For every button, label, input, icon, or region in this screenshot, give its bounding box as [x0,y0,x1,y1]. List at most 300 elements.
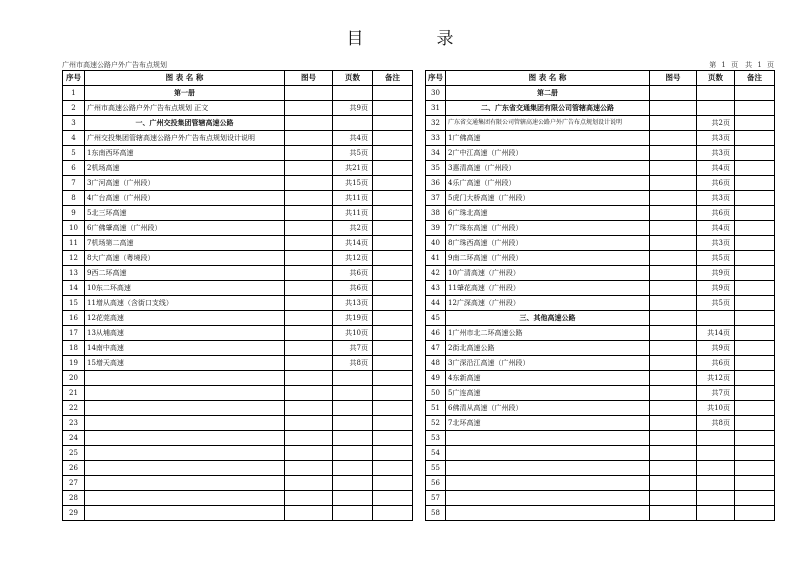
drawing-name [85,491,285,506]
remarks [735,401,775,416]
figure-number [285,356,333,371]
remarks [373,401,413,416]
drawing-name [85,506,285,521]
figure-number [285,281,333,296]
figure-number [650,251,697,266]
toc-table-right [425,70,775,521]
row-number: 3 [63,116,85,131]
table-row [63,401,413,416]
remarks [735,386,775,401]
figure-number [650,161,697,176]
figure-number [650,416,697,431]
figure-number [650,491,697,506]
page-count: 共10页 [333,326,373,341]
row-number: 39 [426,221,446,236]
page-count [697,446,735,461]
figure-number [650,116,697,131]
remarks [735,296,775,311]
drawing-name [85,446,285,461]
row-number: 13 [63,266,85,281]
figure-number [650,446,697,461]
page-count: 共9页 [697,341,735,356]
drawing-name: 9南二环高速（广州段） [446,251,650,266]
drawing-name: 6广珠北高速 [446,206,650,221]
remarks [373,476,413,491]
table-row [63,386,413,401]
row-number: 32 [426,116,446,131]
table-row [426,266,775,281]
remarks [373,221,413,236]
page-count: 共3页 [697,131,735,146]
drawing-name: 6佛清从高速（广州段） [446,401,650,416]
table-row [63,491,413,506]
figure-number [285,476,333,491]
page-count [697,506,735,521]
table-row [63,281,413,296]
drawing-name [85,476,285,491]
figure-number [650,356,697,371]
table-row [426,446,775,461]
remarks [373,326,413,341]
row-number: 14 [63,281,85,296]
table-row [63,416,413,431]
figure-number [285,296,333,311]
row-number: 25 [63,446,85,461]
remarks [373,281,413,296]
figure-number [285,191,333,206]
row-number: 24 [63,431,85,446]
figure-number [650,371,697,386]
page-count: 共14页 [333,236,373,251]
table-row [426,191,775,206]
col-header-name: 图 表 名 称 [446,71,650,86]
row-number: 17 [63,326,85,341]
row-number: 53 [426,431,446,446]
row-number: 11 [63,236,85,251]
drawing-name [85,431,285,446]
remarks [735,491,775,506]
drawing-name [85,416,285,431]
drawing-name: 15增天高速 [85,356,285,371]
figure-number [285,131,333,146]
table-row [426,176,775,191]
row-number: 29 [63,506,85,521]
row-number: 15 [63,296,85,311]
page-count [697,461,735,476]
table-row [63,356,413,371]
row-number: 41 [426,251,446,266]
page-count [333,506,373,521]
figure-number [650,221,697,236]
figure-number [650,131,697,146]
row-number: 55 [426,461,446,476]
table-row [426,326,775,341]
remarks [373,296,413,311]
figure-number [650,281,697,296]
document-subtitle: 广州市高速公路户外广告布点规划 [62,61,167,69]
remarks [735,101,775,116]
drawing-name: 6广佛肇高速（广州段） [85,221,285,236]
table-row [426,236,775,251]
figure-number [650,386,697,401]
figure-number [650,431,697,446]
page-count: 共14页 [697,326,735,341]
row-number: 20 [63,371,85,386]
drawing-name [446,446,650,461]
remarks [735,506,775,521]
drawing-name: 3广河高速（广州段） [85,176,285,191]
row-number: 50 [426,386,446,401]
figure-number [285,206,333,221]
page-count [333,431,373,446]
page-count [697,431,735,446]
remarks [735,326,775,341]
row-number: 37 [426,191,446,206]
remarks [735,161,775,176]
figure-number [285,431,333,446]
row-number: 22 [63,401,85,416]
page-count: 共5页 [697,251,735,266]
row-number: 33 [426,131,446,146]
page-count: 共6页 [333,266,373,281]
table-row [426,146,775,161]
remarks [735,461,775,476]
row-number: 19 [63,356,85,371]
col-header-pages: 页数 [697,71,735,86]
drawing-name: 10东二环高速 [85,281,285,296]
table-row [63,266,413,281]
figure-number [650,311,697,326]
table-row [63,371,413,386]
figure-number [285,341,333,356]
page-count [333,371,373,386]
remarks [373,206,413,221]
drawing-name: 2机场高速 [85,161,285,176]
page-count: 共5页 [333,146,373,161]
page-count: 共11页 [333,191,373,206]
row-number: 28 [63,491,85,506]
page-count [333,476,373,491]
table-row [426,461,775,476]
remarks [373,416,413,431]
table-row [426,206,775,221]
figure-number [285,416,333,431]
row-number: 27 [63,476,85,491]
page-count [333,491,373,506]
page-count [697,311,735,326]
remarks [373,101,413,116]
page-count: 共9页 [697,281,735,296]
drawing-name: 7北环高速 [446,416,650,431]
figure-number [285,326,333,341]
figure-number [285,146,333,161]
figure-number [285,176,333,191]
row-number: 51 [426,401,446,416]
remarks [373,356,413,371]
remarks [373,236,413,251]
figure-number [650,476,697,491]
figure-number [285,116,333,131]
section-row [426,101,775,116]
page-count [697,101,735,116]
table-row [63,311,413,326]
row-number: 30 [426,86,446,101]
page-count: 共21页 [333,161,373,176]
remarks [373,431,413,446]
table-row [426,476,775,491]
figure-number [650,506,697,521]
row-number: 57 [426,491,446,506]
page-count: 共3页 [697,146,735,161]
figure-number [285,221,333,236]
row-number: 7 [63,176,85,191]
table-row [426,221,775,236]
table-row [426,161,775,176]
page-count: 共5页 [697,296,735,311]
drawing-name [446,431,650,446]
table-row [63,101,413,116]
figure-number [285,101,333,116]
page-count: 共15页 [333,176,373,191]
figure-number [650,191,697,206]
table-row [63,296,413,311]
drawing-name: 1东南西环高速 [85,146,285,161]
col-header-remarks: 备注 [373,71,413,86]
row-number: 49 [426,371,446,386]
drawing-name: 5北三环高速 [85,206,285,221]
toc-table-left [62,70,413,521]
page-count: 共12页 [697,371,735,386]
page-count [333,461,373,476]
remarks [735,131,775,146]
remarks [735,416,775,431]
section-title: 第二册 [446,86,650,101]
figure-number [285,86,333,101]
page-count: 共6页 [697,356,735,371]
table-row [63,431,413,446]
toc-rows-right [426,86,775,521]
col-header-no: 序号 [426,71,446,86]
drawing-name: 8广珠西高速（广州段） [446,236,650,251]
figure-number [650,266,697,281]
table-row [426,416,775,431]
figure-number [285,446,333,461]
figure-number [285,266,333,281]
col-header-no: 序号 [63,71,85,86]
page-count: 共6页 [697,176,735,191]
page-count: 共3页 [697,236,735,251]
row-number: 4 [63,131,85,146]
drawing-name: 7机场第二高速 [85,236,285,251]
section-row [63,86,413,101]
drawing-name: 3广深沿江高速（广州段） [446,356,650,371]
table-row [63,476,413,491]
remarks [373,191,413,206]
drawing-name: 8大广高速（粤境段） [85,251,285,266]
page-count [333,446,373,461]
table-header-row [63,71,413,86]
section-row [63,116,413,131]
row-number: 2 [63,101,85,116]
table-row [426,371,775,386]
drawing-name [446,491,650,506]
row-number: 42 [426,266,446,281]
remarks [735,281,775,296]
page-count: 共7页 [697,386,735,401]
drawing-name [85,401,285,416]
remarks [735,176,775,191]
table-row [63,161,413,176]
figure-number [285,251,333,266]
remarks [373,131,413,146]
figure-number [650,401,697,416]
table-row [63,251,413,266]
page-info: 第 1 页 共 1 页 [709,61,774,69]
drawing-name: 11增从高速（含街口支线） [85,296,285,311]
row-number: 26 [63,461,85,476]
col-header-figure-no: 图号 [285,71,333,86]
row-number: 47 [426,341,446,356]
figure-number [650,206,697,221]
remarks [373,251,413,266]
page-count [333,86,373,101]
remarks [735,86,775,101]
row-number: 48 [426,356,446,371]
table-row [426,506,775,521]
table-row [426,296,775,311]
section-title: 二、广东省交通集团有限公司管辖高速公路 [446,101,650,116]
col-header-figure-no: 图号 [650,71,697,86]
drawing-name: 5虎门大桥高速（广州段） [446,191,650,206]
row-number: 5 [63,146,85,161]
figure-number [285,161,333,176]
remarks [373,446,413,461]
drawing-name: 11肇花高速（广州段） [446,281,650,296]
section-title: 三、其他高速公路 [446,311,650,326]
table-header-row [426,71,775,86]
page-count [697,491,735,506]
drawing-name: 4东新高速 [446,371,650,386]
remarks [735,311,775,326]
remarks [735,146,775,161]
table-row [63,131,413,146]
drawing-name [446,506,650,521]
figure-number [285,401,333,416]
drawing-name [446,461,650,476]
table-row [63,221,413,236]
remarks [373,116,413,131]
table-row [426,491,775,506]
figure-number [650,341,697,356]
figure-number [650,236,697,251]
drawing-name: 3惠清高速（广州段） [446,161,650,176]
page-count: 共8页 [697,416,735,431]
drawing-name: 14南中高速 [85,341,285,356]
remarks [735,371,775,386]
row-number: 12 [63,251,85,266]
remarks [735,206,775,221]
page-count: 共11页 [333,206,373,221]
page-count: 共2页 [333,221,373,236]
row-number: 44 [426,296,446,311]
drawing-name: 1广州市北二环高速公路 [446,326,650,341]
row-number: 10 [63,221,85,236]
table-row [63,176,413,191]
drawing-name: 5广连高速 [446,386,650,401]
page-count: 共9页 [697,266,735,281]
remarks [735,251,775,266]
section-row [426,86,775,101]
drawing-name [85,461,285,476]
table-row [426,131,775,146]
page-count: 共6页 [697,206,735,221]
table-row [63,341,413,356]
row-number: 38 [426,206,446,221]
table-row [63,206,413,221]
remarks [373,266,413,281]
page-count: 共2页 [697,116,735,131]
remarks [735,191,775,206]
drawing-name: 13从埔高速 [85,326,285,341]
row-number: 35 [426,161,446,176]
table-row [63,326,413,341]
row-number: 58 [426,506,446,521]
figure-number [650,86,697,101]
table-row [426,401,775,416]
page-count: 共4页 [697,161,735,176]
page-count: 共9页 [333,101,373,116]
page-count: 共12页 [333,251,373,266]
drawing-name: 2广中江高速（广州段） [446,146,650,161]
page-count [333,386,373,401]
page-count [697,476,735,491]
drawing-name: 4广台高速（广州段） [85,191,285,206]
row-number: 21 [63,386,85,401]
drawing-name: 2街北高速公路 [446,341,650,356]
remarks [373,176,413,191]
toc-rows-left [63,86,413,521]
row-number: 46 [426,326,446,341]
drawing-name: 广东省交通集团有限公司管辖高速公路户外广告布点规划设计说明 [446,116,650,131]
remarks [735,236,775,251]
drawing-name: 广州市高速公路户外广告布点规划 正文 [85,101,285,116]
drawing-name [85,371,285,386]
figure-number [285,371,333,386]
drawing-name: 12花莞高速 [85,311,285,326]
table-row [63,506,413,521]
remarks [735,221,775,236]
table-row [63,236,413,251]
row-number: 18 [63,341,85,356]
section-title: 第一册 [85,86,285,101]
section-title: 一、广州交投集团管辖高速公路 [85,116,285,131]
figure-number [285,386,333,401]
figure-number [650,461,697,476]
drawing-name: 12广深高速（广州段） [446,296,650,311]
row-number: 45 [426,311,446,326]
page-count [333,116,373,131]
figure-number [285,506,333,521]
table-row [63,461,413,476]
figure-number [285,491,333,506]
drawing-name: 7广珠东高速（广州段） [446,221,650,236]
col-header-remarks: 备注 [735,71,775,86]
figure-number [650,176,697,191]
remarks [373,146,413,161]
page-count: 共13页 [333,296,373,311]
drawing-name: 4乐广高速（广州段） [446,176,650,191]
remarks [373,386,413,401]
